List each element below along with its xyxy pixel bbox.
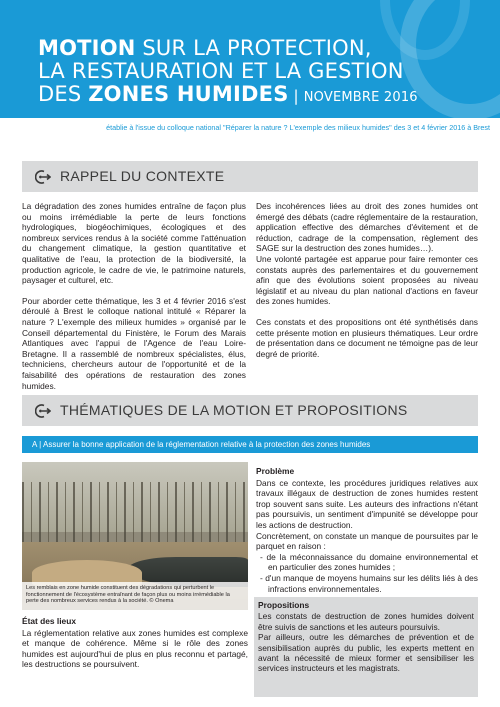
subtitle: établie à l'issue du colloque national "Réparer la nature ? L'exemple des milieux humides" des 3 et 4 février 2016 à Brest [106, 123, 490, 132]
title-line2: LA RESTAURATION ET LA GESTION [38, 59, 404, 83]
bullet-item: - d'un manque de moyens humains sur les délits liés à des infractions environnementales. [260, 572, 478, 594]
paragraph: Les constats de destruction de zones humides doivent être suivis de sanctions et les auteurs poursuivis. [258, 611, 474, 632]
section-title: THÉMATIQUES DE LA MOTION ET PROPOSITIONS [60, 402, 408, 418]
section-heading-contexte [22, 161, 478, 192]
paragraph: Par ailleurs, outre les démarches de prévention et de sensibilisation auprès du public, les experts mettent en avant la nécessité de mieux former et sensibiliser les services instructeurs et les magistrats. [258, 632, 474, 674]
paragraph: Ces constats et des propositions ont été synthétisés dans cette présente motion en plusieurs thématiques. Leur ordre de présentation dans ce document ne témoigne pas de leur degré de priorité. [256, 316, 478, 359]
header-banner [0, 0, 500, 118]
etat-des-lieux [22, 616, 248, 680]
paragraph: La dégradation des zones humides entraîne de façon plus ou moins irrémédiable la perte de leurs fonctions hydrologiques, biogéochimiques, écologiques et des nombreux services rendus à la société comme l'atténuation du changement climatique, la gestion quantitative et qualitative de l'eau, la protection de la biodiversité, la production agricole, le cadre de vie, le patrimoine naturels, paysager et culturel, etc. [22, 201, 246, 286]
bullet-item: - de la méconnaissance du domaine environnemental et en particulier des zones humides ; [260, 551, 478, 573]
paragraph: Des incohérences liées au droit des zones humides ont émergé des débats (cadre réglementaire de la restauration, application effective des démarches d'évitement et de réduction, cadrage de la compensation, règlement des SAGE sur la destruction des zones humides…). [256, 201, 478, 254]
propositions-title: Propositions [258, 600, 310, 610]
title-rest: SUR LA PROTECTION, [135, 36, 372, 60]
paragraph: Dans ce contexte, les procédures juridiques relatives aux travaux illégaux de destruction de zones humides restent trop souvent sans suite. Les auteurs des infractions n'étant pas poursuivis, un sentiment d'impunité se développe pour les actions de destruction. [256, 477, 478, 530]
paragraph: Pour aborder cette thématique, les 3 et 4 février 2016 s'est déroulé à Brest le colloque national intitulé « Réparer la nature ? L'exemple des milieux humides » organisé par le Conseil départemental du Finistère, le Forum des Marais Atlantiques avec l'appui de l'Agence de l'eau Loire-Bretagne. Il a rassemblé de nombreux spécialistes, élus, techniciens, chercheurs autour de l'opportunité et de la faisabilité des opérations de restauration des zones humides. [22, 295, 246, 391]
theme-bar-a [22, 436, 478, 453]
probleme-title: Problème [256, 466, 295, 476]
subtitle-bar [0, 118, 500, 140]
title-line3-light: DES [38, 82, 89, 106]
section-title: RAPPEL DU CONTEXTE [60, 168, 225, 184]
left-column-contexte [22, 201, 246, 401]
arrow-circle-icon [35, 404, 51, 418]
propositions-box [254, 597, 478, 697]
right-column-contexte [256, 201, 478, 369]
arrow-circle-icon [35, 170, 51, 184]
theme-bar-label: A | Assurer la bonne application de la réglementation relative à la protection des zones humides [32, 440, 371, 449]
photo-caption: Les remblais en zone humide constituent des dégradations qui perturbent le fonctionnement de l'écosystème entraînant de façon plus ou moins irrémédiable la perte des nombreux services rendus à la société. © Onema [22, 582, 248, 610]
paragraph: Une volonté partagée est apparue pour faire remonter ces constats auprès des parlementaires et du gouvernement afin que des évolutions soient proposées au niveau législatif et au niveau du plan national d'actions en faveur des zones humides. [256, 253, 478, 307]
section-heading-thematiques [22, 395, 478, 426]
title-separator: | [288, 87, 304, 105]
title-date: NOVEMBRE 2016 [303, 90, 418, 105]
title-motion: MOTION [38, 36, 136, 60]
paragraph: Concrètement, on constate un manque de poursuites par le parquet en raison : [256, 530, 478, 552]
title-line3-bold: ZONES HUMIDES [88, 82, 289, 106]
probleme-block [256, 466, 478, 594]
paragraph: La réglementation relative aux zones humides est complexe et manque de cohérence. Même si le rôle des zones humides est aujourd'hui de plus en plus reconnu et partagé, les destructions se poursuivent. [22, 627, 248, 670]
page-title [38, 37, 478, 109]
etat-title: État des lieux [22, 616, 76, 626]
